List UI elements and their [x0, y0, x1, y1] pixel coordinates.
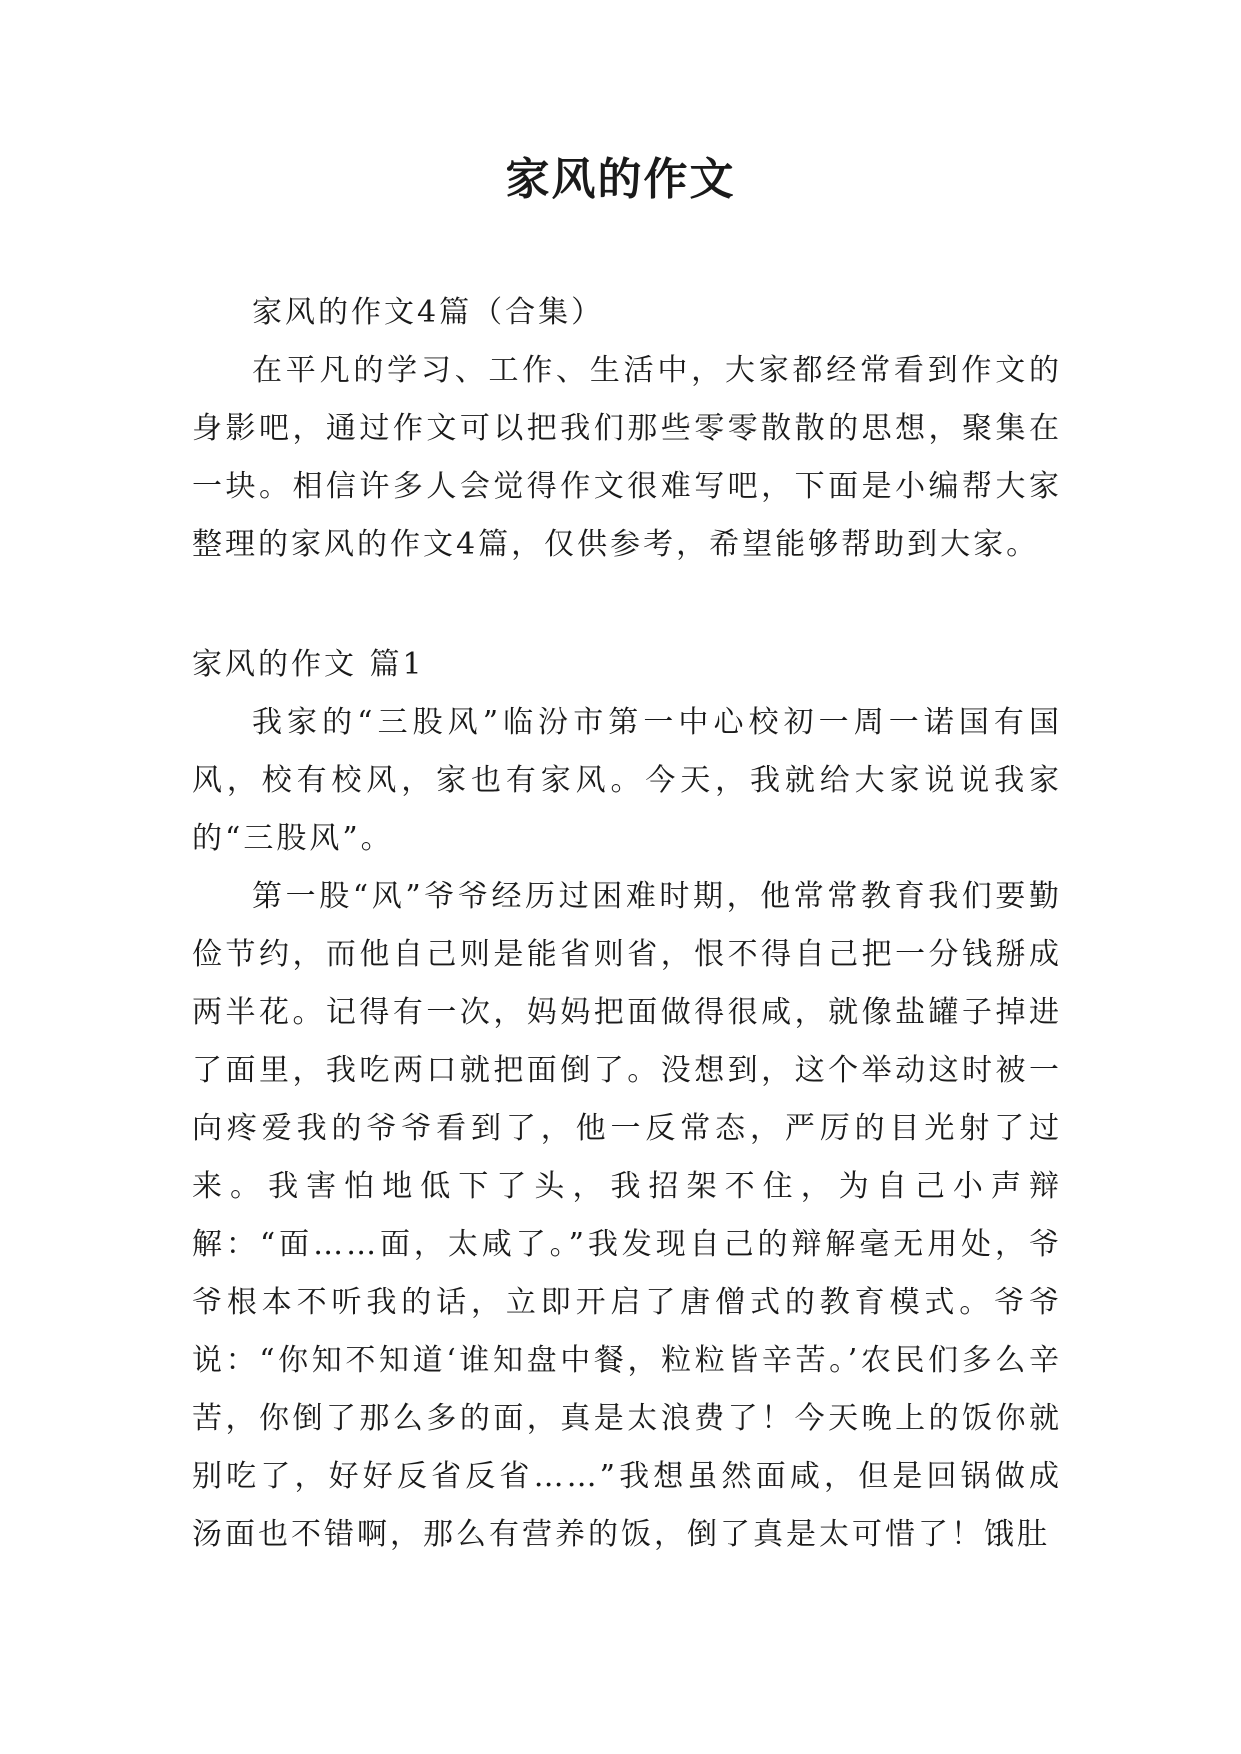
intro-paragraph: 在平凡的学习、工作、生活中，大家都经常看到作文的身影吧，通过作文可以把我们那些零零散散的思想，聚集在一块。相信许多人会觉得作文很难写吧，下面是小编帮大家整理的家风的作文4篇，仅供参考，希望能够帮助到大家。: [192, 353, 1062, 562]
document-body: [192, 284, 1062, 1564]
body-paragraph: 第一股“风”爷爷经历过困难时期，他常常教育我们要勤俭节约，而他自己则是能省则省，恨不得自己把一分钱掰成两半花。记得有一次，妈妈把面做得很咸，就像盐罐子掉进了面里，我吃两口就把面倒了。没想到，这个举动这时被一向疼爱我的爷爷看到了，他一反常态，严厉的目光射了过来。我害怕地低下了头，我招架不住，为自己小声辩解：“面……面，太咸了。”我发现自己的辩解毫无用处，爷爷根本不听我的话，立即开启了唐僧式的教育模式。爷爷说：“你知不知道‘谁知盘中餐，粒粒皆辛苦。’农民们多么辛苦，你倒了那么多的面，真是太浪费了！今天晚上的饭你就别吃了，好好反省反省……”我想虽然面咸，但是回锅做成汤面也不错啊，那么有营养的饭，倒了真是太可惜了！饿肚: [192, 879, 1062, 1552]
intro-block: [192, 284, 1062, 574]
body-paragraph: 我家的“三股风”临汾市第一中心校初一周一诺国有国风，校有校风，家也有家风。今天，我就给大家说说我家的“三股风”。: [192, 705, 1062, 856]
section-heading: 家风的作文 篇1: [192, 647, 425, 682]
document-title: 家风的作文: [505, 154, 736, 205]
document-subtitle: 家风的作文4篇（合集）: [252, 295, 605, 330]
